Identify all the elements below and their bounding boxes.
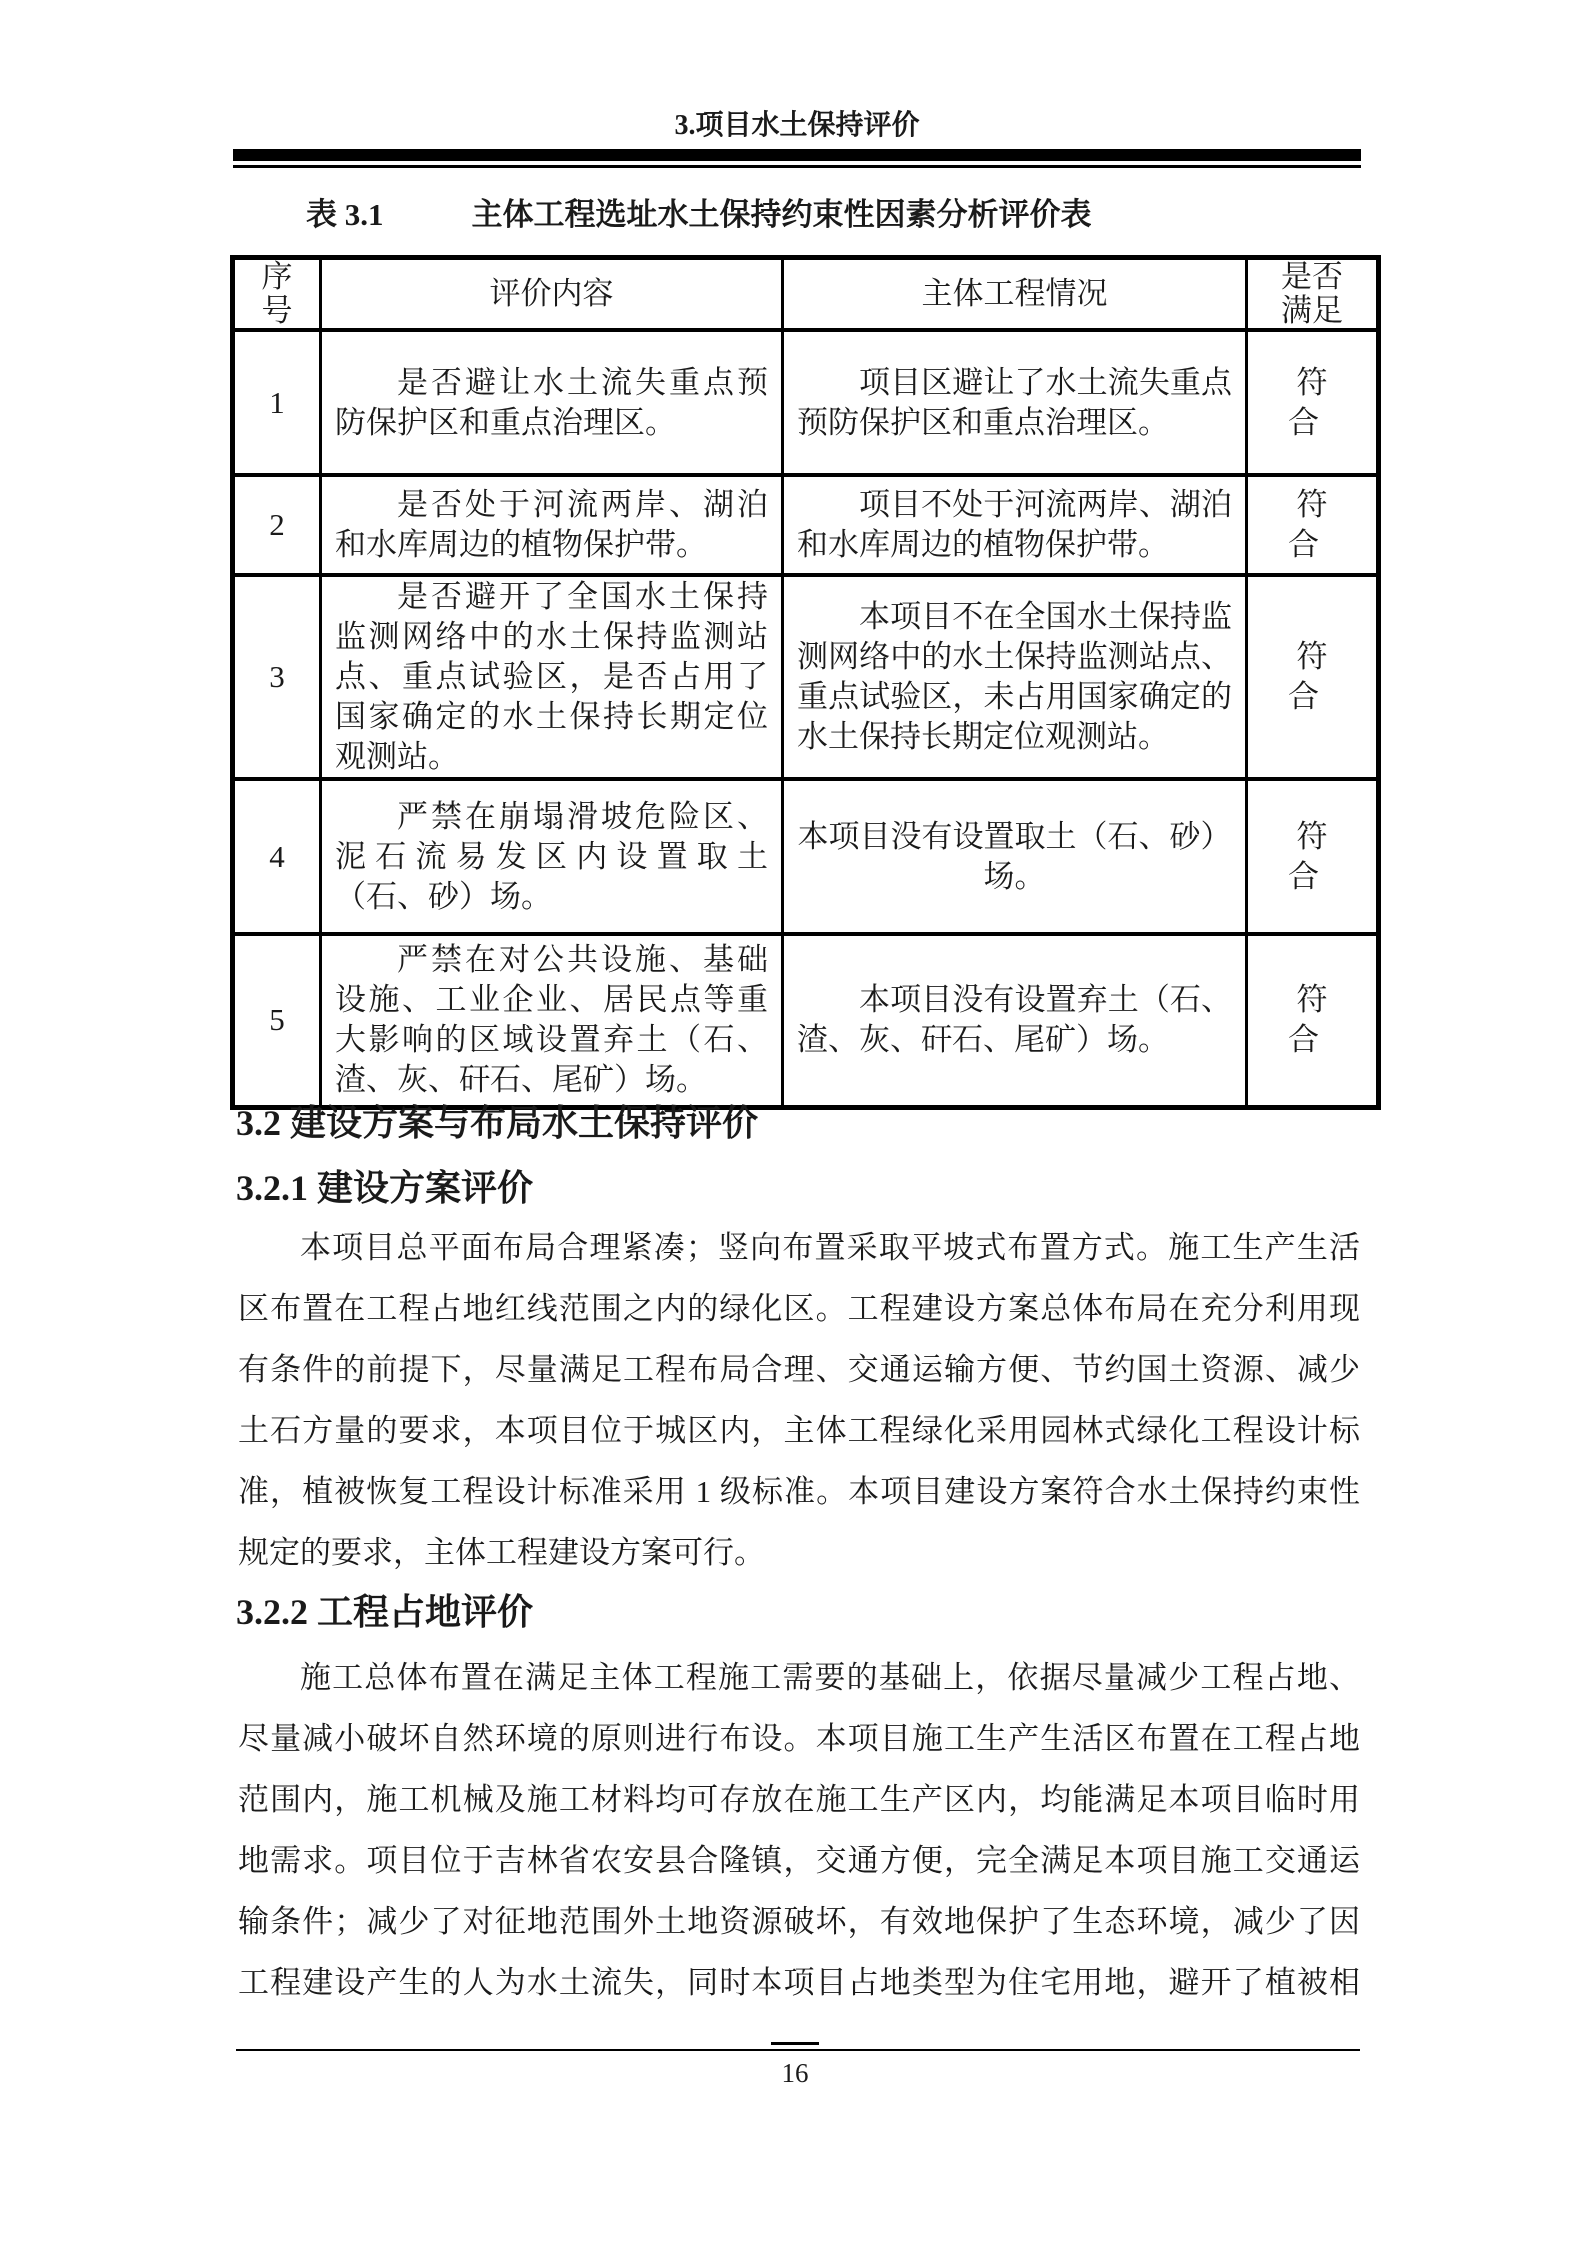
paragraph-line: 区布置在工程占地红线范围之内的绿化区。工程建设方案总体布局在充分利用现 <box>238 1291 1360 1326</box>
paragraph-line: 尽量减小破坏自然环境的原则进行布设。本项目施工生产生活区布置在工程占地 <box>238 1721 1360 1756</box>
cell-criteria: 是否避开了全国水土保持监测网络中的水土保持监测站点、重点试验区，是否占用了国家确定的水土保持长期定位观测站。 <box>321 575 783 779</box>
table-title <box>306 198 1092 232</box>
header-cell-result-label: 是否满足 <box>1281 259 1343 328</box>
header-cell-situation: 主体工程情况 <box>783 258 1247 331</box>
section-heading-3-2-2: 3.2.2 工程占地评价 <box>236 1592 534 1632</box>
paragraph-line: 施工总体布置在满足主体工程施工需要的基础上，依据尽量减少工程占地、 <box>300 1660 1360 1695</box>
header-cell-no <box>233 258 321 331</box>
cell-situation: 本项目没有设置取土（石、砂）场。 <box>783 779 1247 934</box>
cell-result: 符合 <box>1247 475 1379 575</box>
table-row <box>233 330 1379 475</box>
paragraph-construction-plan <box>238 1217 1360 1583</box>
page-number: 16 <box>781 2058 809 2088</box>
table-header-row <box>233 258 1379 331</box>
section-heading-3-2: 3.2 建设方案与布局水土保持评价 <box>236 1103 759 1143</box>
paragraph-line: 准，植被恢复工程设计标准采用 1 级标准。本项目建设方案符合水土保持约束性 <box>238 1474 1360 1509</box>
table-row <box>233 575 1379 779</box>
paragraph-line: 规定的要求，主体工程建设方案可行。 <box>238 1535 765 1570</box>
cell-criteria: 严禁在崩塌滑坡危险区、泥石流易发区内设置取土（石、砂）场。 <box>321 779 783 934</box>
paragraph-land-occupation <box>238 1647 1360 2013</box>
paragraph-line: 输条件；减少了对征地范围外土地资源破坏，有效地保护了生态环境，减少了因 <box>238 1904 1360 1939</box>
cell-situation: 本项目没有设置弃土（石、渣、灰、矸石、尾矿）场。 <box>783 934 1247 1107</box>
cell-criteria: 是否处于河流两岸、湖泊和水库周边的植物保护带。 <box>321 475 783 575</box>
header-cell-result <box>1247 258 1379 331</box>
running-header-title: 3.项目水土保持评价 <box>674 110 920 141</box>
paragraph-line: 土石方量的要求，本项目位于城区内，主体工程绿化采用园林式绿化工程设计标 <box>238 1413 1360 1448</box>
cell-situation: 项目不处于河流两岸、湖泊和水库周边的植物保护带。 <box>783 475 1247 575</box>
cell-no: 4 <box>233 779 321 934</box>
cell-situation: 项目区避让了水土流失重点预防保护区和重点治理区。 <box>783 330 1247 475</box>
header-cell-no-label: 序号 <box>261 259 293 328</box>
table-title-text: 主体工程选址水土保持约束性因素分析评价表 <box>471 197 1092 232</box>
cell-result: 符合 <box>1247 779 1379 934</box>
footer-rule <box>236 2049 1360 2051</box>
header-cell-criteria: 评价内容 <box>321 258 783 331</box>
cell-criteria: 是否避让水土流失重点预防保护区和重点治理区。 <box>321 330 783 475</box>
table-row <box>233 779 1379 934</box>
paragraph-line: 本项目总平面布局合理紧凑；竖向布置采取平坡式布置方式。施工生产生活 <box>300 1230 1360 1265</box>
table-row <box>233 475 1379 575</box>
page-number-overline <box>771 2042 819 2045</box>
paragraph-line: 工程建设产生的人为水土流失，同时本项目占地类型为住宅用地，避开了植被相 <box>238 1965 1360 2000</box>
cell-result: 符合 <box>1247 330 1379 475</box>
paragraph-line: 范围内，施工机械及施工材料均可存放在施工生产区内，均能满足本项目临时用 <box>238 1782 1360 1817</box>
section-heading-3-2-1: 3.2.1 建设方案评价 <box>236 1168 534 1208</box>
constraints-table <box>230 255 1381 1110</box>
paragraph-line: 地需求。项目位于吉林省农安县合隆镇，交通方便，完全满足本项目施工交通运 <box>238 1843 1360 1878</box>
table-title-label: 表 3.1 <box>306 197 384 232</box>
header-rule-thick <box>233 149 1361 161</box>
cell-no: 1 <box>233 330 321 475</box>
paragraph-line: 有条件的前提下，尽量满足工程布局合理、交通运输方便、节约国土资源、减少 <box>238 1352 1360 1387</box>
table-row <box>233 934 1379 1107</box>
cell-result: 符合 <box>1247 934 1379 1107</box>
cell-result: 符合 <box>1247 575 1379 779</box>
cell-no: 3 <box>233 575 321 779</box>
cell-situation: 本项目不在全国水土保持监测网络中的水土保持监测站点、重点试验区，未占用国家确定的水土保持长期定位观测站。 <box>783 575 1247 779</box>
cell-no: 2 <box>233 475 321 575</box>
cell-criteria: 严禁在对公共设施、基础设施、工业企业、居民点等重大影响的区域设置弃土（石、渣、灰、矸石、尾矿）场。 <box>321 934 783 1107</box>
cell-no: 5 <box>233 934 321 1107</box>
header-rule-thin <box>233 165 1361 168</box>
